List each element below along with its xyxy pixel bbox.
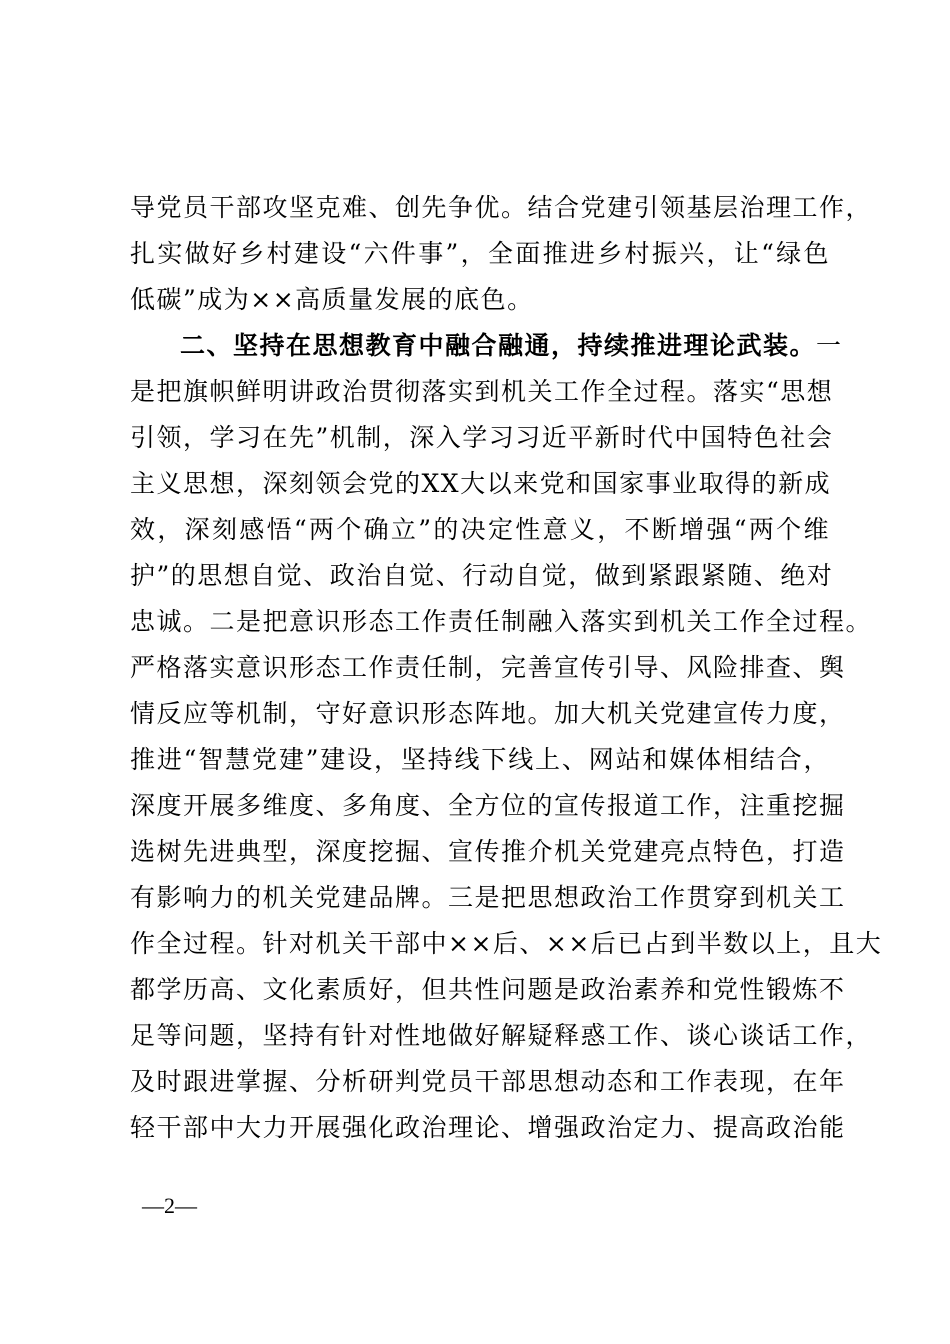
text-line: 主义思想，深刻领会党的XX大以来党和国家事业取得的新成 (130, 469, 832, 498)
section-heading-continuation: 一 (816, 331, 843, 360)
text-line: 及时跟进掌握、分析研判党员干部思想动态和工作表现，在年 (130, 1067, 846, 1096)
page-number: —2— (142, 1193, 197, 1218)
text-line: 是把旗帜鲜明讲政治贯彻落实到机关工作全过程。落实“思想 (130, 377, 834, 406)
text-line: 扎实做好乡村建设“六件事”，全面推进乡村振兴，让“绿色 (130, 239, 830, 268)
text-line: 低碳”成为××高质量发展的底色。 (130, 285, 534, 314)
text-line: 导党员干部攻坚克难、创先争优。结合党建引领基层治理工作， (130, 193, 873, 222)
text-line: 情反应等机制，守好意识形态阵地。加大机关党建宣传力度， (130, 699, 846, 728)
section-heading: 二、坚持在思想教育中融合融通，持续推进理论武装。 (180, 331, 817, 360)
text-line: 推进“智慧党建”建设，坚持线下线上、网站和媒体相结合， (130, 745, 830, 774)
text-line: 效，深刻感悟“两个确立”的决定性意义，不断增强“两个维 (130, 515, 830, 544)
text-line: 都学历高、文化素质好，但共性问题是政治素养和党性锻炼不 (130, 975, 846, 1004)
text-line: 有影响力的机关党建品牌。三是把思想政治工作贯穿到机关工 (130, 883, 846, 912)
text-line: 选树先进典型，深度挖掘、宣传推介机关党建亮点特色，打造 (130, 837, 846, 866)
text-line: 深度开展多维度、多角度、全方位的宣传报道工作，注重挖掘 (130, 791, 846, 820)
text-line: 作全过程。针对机关干部中××后、××后已占到半数以上，且大 (130, 929, 883, 958)
text-line: 忠诚。二是把意识形态工作责任制融入落实到机关工作全过程。 (130, 607, 873, 636)
text-line: 严格落实意识形态工作责任制，完善宣传引导、风险排查、舆 (130, 653, 846, 682)
text-line: 护”的思想自觉、政治自觉、行动自觉，做到紧跟紧随、绝对 (130, 561, 834, 590)
text-line: 足等问题，坚持有针对性地做好解疑释惑工作、谈心谈话工作， (130, 1021, 873, 1050)
text-line: 轻干部中大力开展强化政治理论、增强政治定力、提高政治能 (130, 1113, 846, 1142)
text-line: 引领，学习在先”机制，深入学习习近平新时代中国特色社会 (130, 423, 834, 452)
section-heading-line (180, 326, 843, 366)
